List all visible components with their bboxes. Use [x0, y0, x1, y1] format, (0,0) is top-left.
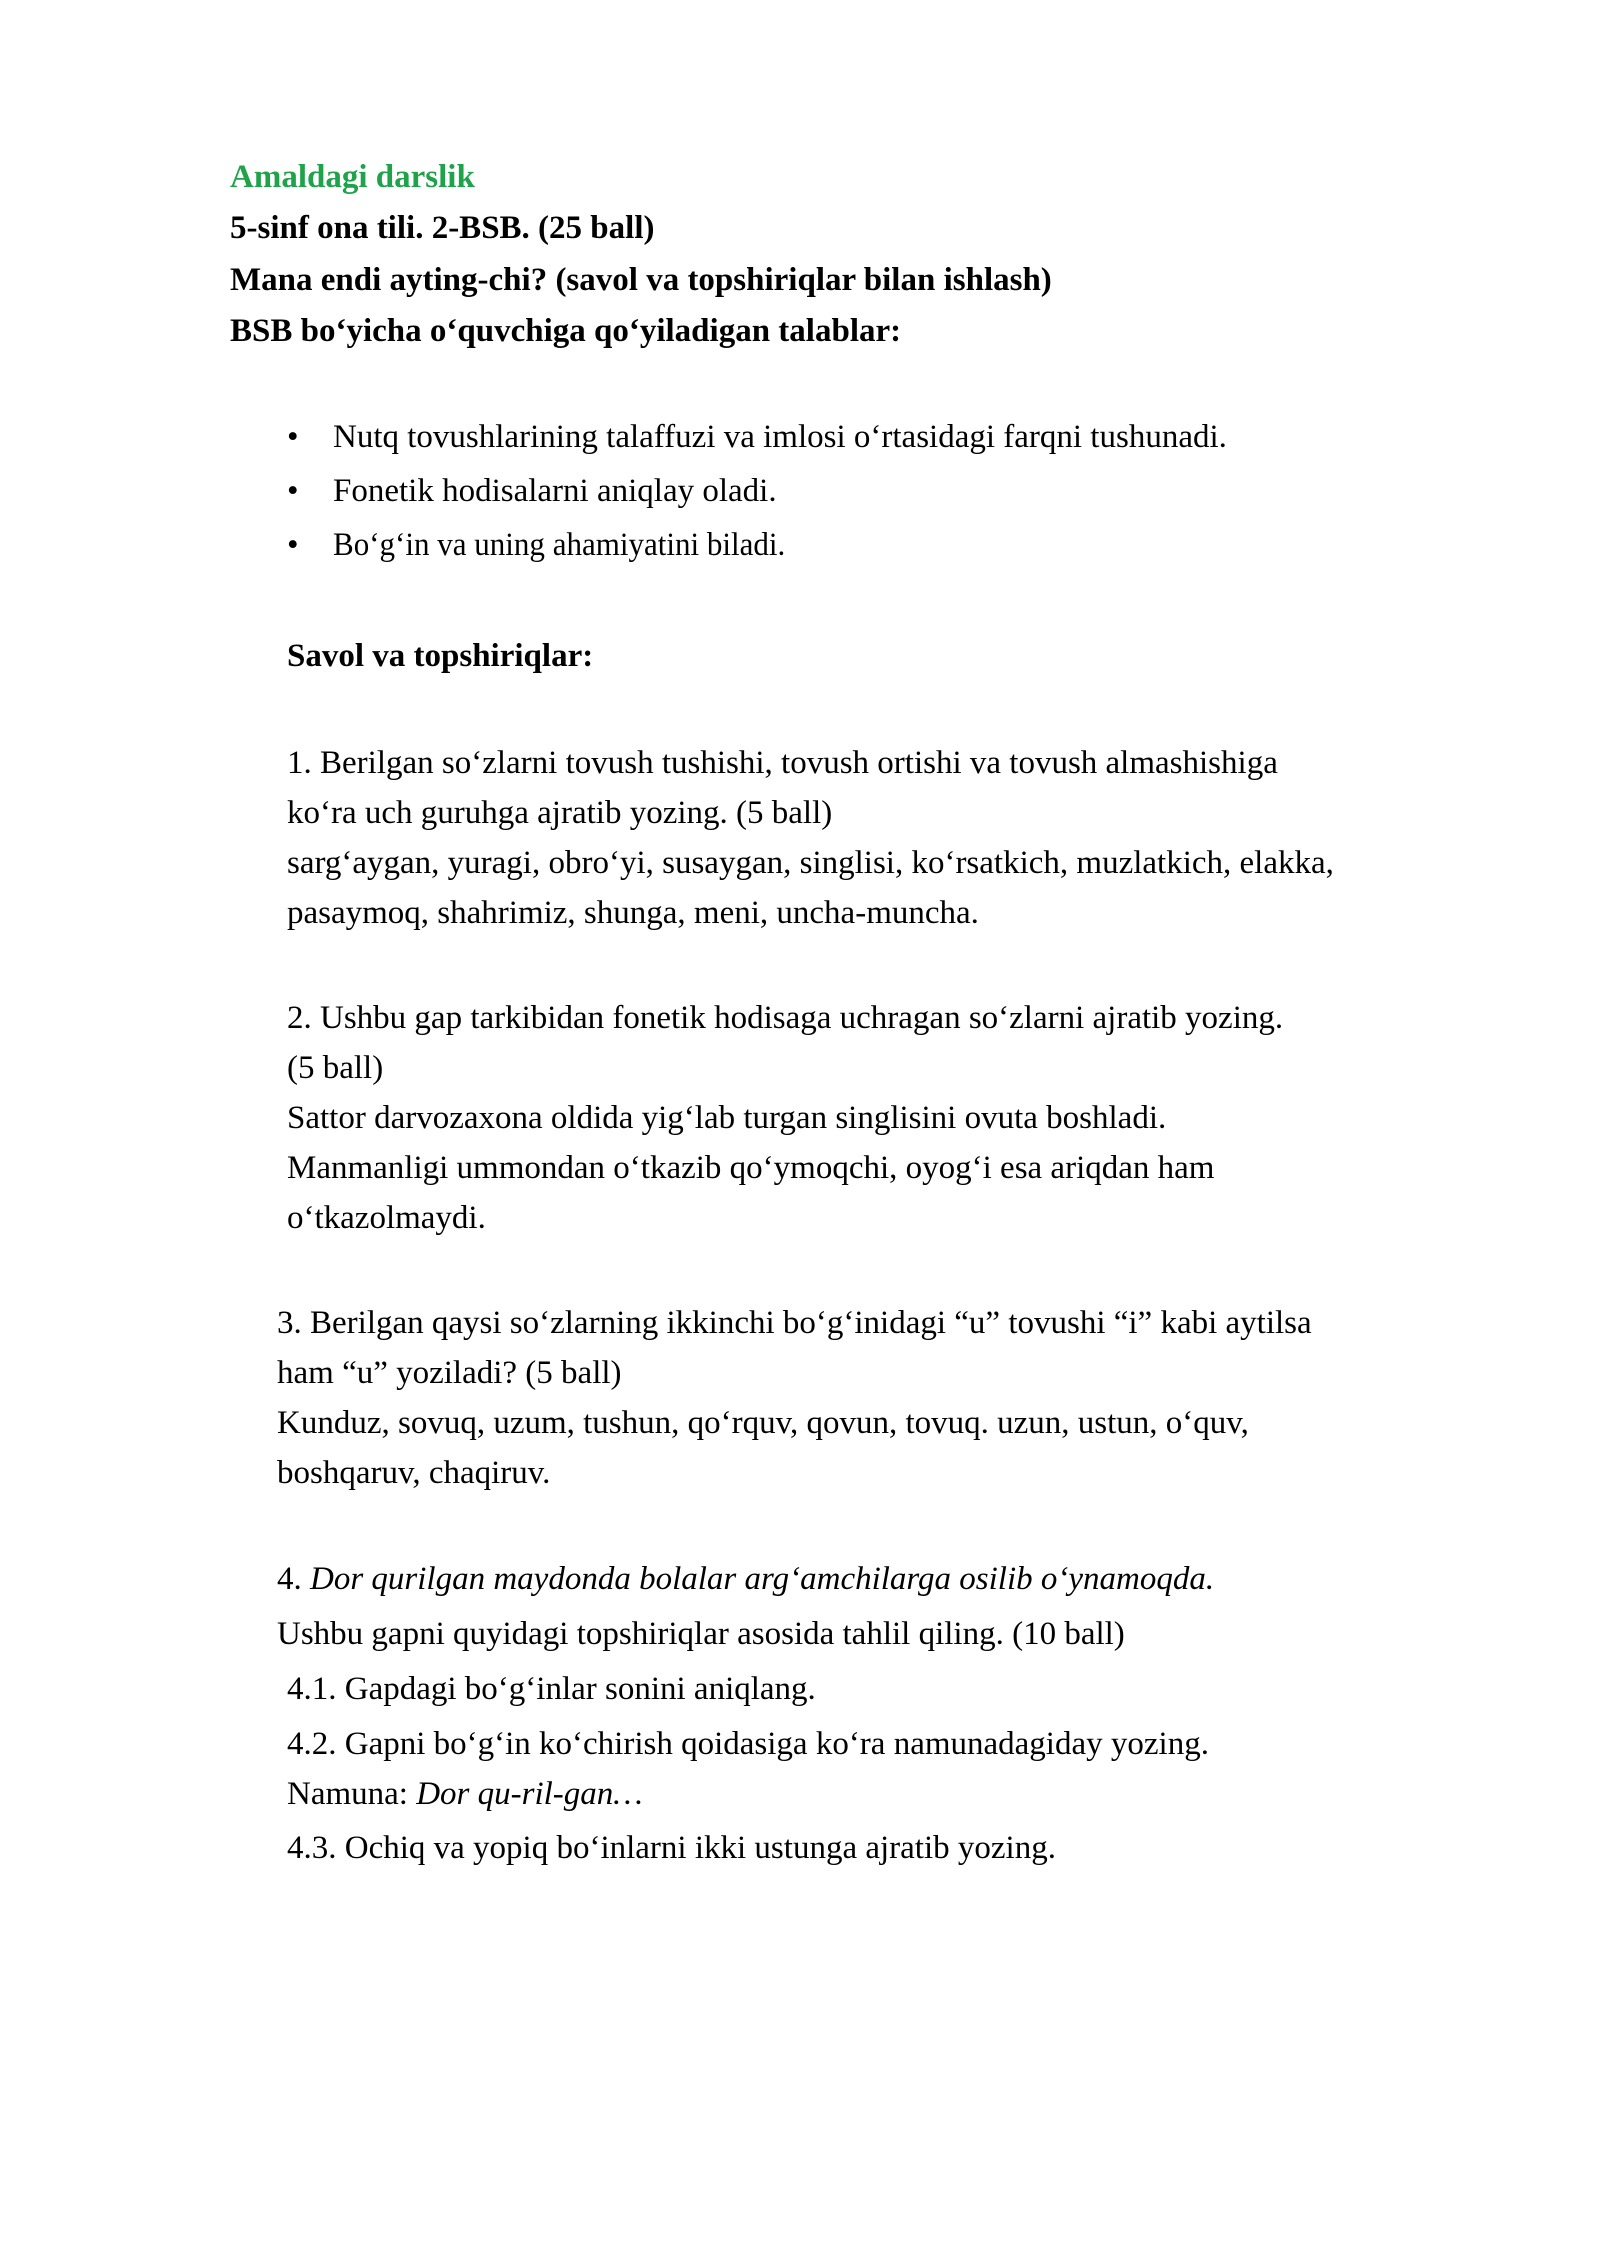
- requirement-item: Fonetik hodisalarni aniqlay oladi.: [333, 473, 777, 509]
- task-4-sample: [287, 1774, 643, 1814]
- task-2-sentence: o‘tkazolmaydi.: [287, 1200, 486, 1236]
- task-4-sample-label: Namuna:: [287, 1776, 417, 1812]
- task-1-words: pasaymoq, shahrimiz, shunga, meni, uncha-muncha.: [287, 895, 979, 931]
- task-2-sentence: Sattor darvozaxona oldida yig‘lab turgan singlisini ovuta boshladi.: [287, 1100, 1167, 1136]
- task-4-subtask-2: 4.2. Gapni bo‘g‘in ko‘chirish qoidasiga ko‘ra namunadagiday yozing.: [287, 1726, 1209, 1762]
- tasks-heading: Savol va topshiriqlar:: [287, 638, 594, 674]
- task-4-sample-value: Dor qu-ril-gan…: [416, 1776, 643, 1812]
- task-3-line: 3. Berilgan qaysi so‘zlarning ikkinchi bo‘g‘inidagi “u” tovushi “i” kabi aytilsa: [277, 1305, 1312, 1341]
- task-3-line: ham “u” yoziladi? (5 ball): [277, 1355, 622, 1391]
- bullet-icon: •: [287, 527, 299, 563]
- bullet-icon: •: [287, 473, 299, 509]
- task-4-sentence: Dor qurilgan maydonda bolalar arg‘amchilarga osilib o‘ynamoqda.: [310, 1561, 1215, 1597]
- document-subtitle: Amaldagi darslik: [230, 159, 475, 195]
- requirement-item: Nutq tovushlarining talaffuzi va imlosi o‘rtasidagi farqni tushunadi.: [333, 419, 1227, 455]
- task-2-line: (5 ball): [287, 1050, 384, 1086]
- document-title-requirements: BSB bo‘yicha o‘quvchiga qo‘yiladigan talablar:: [230, 313, 902, 349]
- task-3-words: Kunduz, sovuq, uzum, tushun, qo‘rquv, qovun, tovuq. uzun, ustun, o‘quv,: [277, 1405, 1249, 1441]
- task-1-line: 1. Berilgan so‘zlarni tovush tushishi, tovush ortishi va tovush almashishiga: [287, 745, 1278, 781]
- task-1-line: ko‘ra uch guruhga ajratib yozing. (5 ball): [287, 795, 833, 831]
- bullet-icon: •: [287, 419, 299, 455]
- task-4-number: 4.: [277, 1561, 302, 1597]
- requirement-item: Bo‘g‘in va uning ahamiyatini biladi.: [333, 527, 786, 563]
- task-4-subtask-3: 4.3. Ochiq va yopiq bo‘inlarni ikki ustunga ajratib yozing.: [287, 1830, 1056, 1866]
- task-3-words: boshqaruv, chaqiruv.: [277, 1455, 551, 1491]
- task-4-sentence-line: [277, 1559, 1214, 1599]
- document-title-topic: Mana endi ayting-chi? (savol va topshiriqlar bilan ishlash): [230, 262, 1052, 298]
- task-1-words: sarg‘aygan, yuragi, obro‘yi, susaygan, singlisi, ko‘rsatkich, muzlatkich, elakka,: [287, 845, 1334, 881]
- document-title-grade: 5-sinf ona tili. 2-BSB. (25 ball): [230, 210, 655, 246]
- task-4-instruction: Ushbu gapni quyidagi topshiriqlar asosida tahlil qiling. (10 ball): [277, 1616, 1125, 1652]
- task-4-subtask-1: 4.1. Gapdagi bo‘g‘inlar sonini aniqlang.: [287, 1671, 816, 1707]
- task-2-sentence: Manmanligi ummondan o‘tkazib qo‘ymoqchi, oyog‘i esa ariqdan ham: [287, 1150, 1215, 1186]
- task-2-line: 2. Ushbu gap tarkibidan fonetik hodisaga uchragan so‘zlarni ajratib yozing.: [287, 1000, 1284, 1036]
